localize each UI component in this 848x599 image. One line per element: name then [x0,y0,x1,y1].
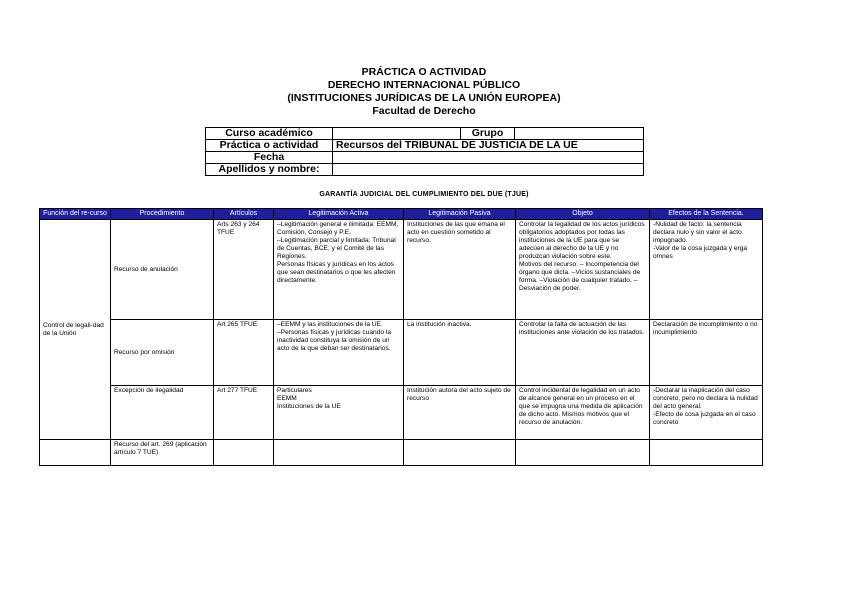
table-row [40,386,763,440]
procedimiento-cell: Recurso por omisión [111,320,214,386]
header-title: PRÁCTICA O ACTIVIDAD [361,66,487,78]
header-legitimacion-activa: Legitimación Activa [274,209,404,220]
activa-cell: –EEMM y las instituciones de la UE. –Personas físicas y jurídicas cuando la inactividad constituya la omisión de un acto de la que deban ser destinatarios. [274,320,404,386]
header-objeto: Objeto [516,209,650,220]
pasiva-cell: Instituciones de las que emana el acto en cuestión sometido al recurso. [404,220,516,320]
pasiva-cell [404,440,516,466]
recursos-table [39,208,763,466]
procedimiento-cell: Recurso de anulación [111,220,214,320]
practica-label: Práctica o actividad [206,140,333,152]
articulos-cell: Art 265 TFUE [214,320,274,386]
procedimiento-cell: Excepción de ilegalidad [111,386,214,440]
document-header [0,66,848,118]
header-faculty: Facultad de Derecho [372,105,476,117]
activa-cell [274,440,404,466]
efectos-cell [650,440,763,466]
header-procedimiento: Procedimiento [111,209,214,220]
efectos-cell: Declaración de incumplimiento o no incumplimiento. [650,320,763,386]
objeto-cell: Controlar la falta de actuación de las instituciones ante violación de los tratados. [516,320,650,386]
table-row [40,220,763,320]
table-header-row [40,209,763,220]
table-row [40,320,763,386]
header-funcion: Función del re-curso [40,209,111,220]
table-subtitle: GARANTÍA JUDICIAL DEL CUMPLIMIENTO DEL DUE (TJUE) [319,191,529,198]
apellidos-label: Apellidos y nombre: [206,164,333,176]
header-subtitle: (INSTITUCIONES JURÍDICAS DE LA UNIÓN EUROPEA) [287,92,561,104]
activa-cell: –Legitimación general e ilimitada: EEMM, Comisión, Consejo y P.E. –Legitimación parcial y limitada: Tribunal de Cuentas, BCE, y el Comité de las Regiones. Personas físicas y jurídicas en los actos que sean destinatarios o que les afecten directamente. [274,220,404,320]
fecha-label: Fecha [206,152,333,164]
objeto-cell: Controlar la legalidad de los actos jurídicos obligatorios adoptados por todas las instituciones de la UE para que se adecúen al derecho de la UE y no produzcan violación sobre este. Motivos del recurso: – Incompetencia del órgano que dicta. –Vicios sustanciales de forma. –Violación de cualquier tratado. – Desviación de poder. [516,220,650,320]
grupo-label: Grupo [461,128,515,140]
pasiva-cell: Institución autora del acto sujeto de recurso [404,386,516,440]
fecha-value[interactable] [333,152,644,164]
header-legitimacion-pasiva: Legitimación Pasiva [404,209,516,220]
pasiva-cell: La institución inactiva. [404,320,516,386]
articulos-cell [214,440,274,466]
header-subject: DERECHO INTERNACIONAL PÚBLICO [327,79,521,91]
table-row [40,440,763,466]
grupo-value[interactable] [515,128,644,140]
objeto-cell [516,440,650,466]
curso-label: Curso académico [206,128,333,140]
procedimiento-cell: Recurso del art. 269 (aplicación artículo 7 TUE) [111,440,214,466]
articulos-cell: Art 277 TFUE [214,386,274,440]
efectos-cell: -Declarar la inaplicación del caso concreto, pero no declara la nulidad del acto general. -Efecto de cosa juzgada en el caso concreto [650,386,763,440]
objeto-cell: Control incidental de legalidad en un acto de alcance general en un proceso en el que se impugna una medida de aplicación de dicho acto. Mismos motivos que el recurso de anulación. [516,386,650,440]
efectos-cell: -Nulidad de facto: la sentencia declara nulo y sin valor el acto impugnado. -Valor de la cosa juzgada y erga omnes [650,220,763,320]
curso-value[interactable] [333,128,461,140]
header-efectos: Efectos de la Sentencia. [650,209,763,220]
activa-cell: Particulares EEMM Instituciones de la UE [274,386,404,440]
apellidos-value[interactable] [333,164,644,176]
practica-value: Recursos del TRIBUNAL DE JUSTICIA DE LA UE [333,140,644,152]
funcion-cell: Control de legali-dad de la Unión [40,220,111,440]
info-table [205,127,644,176]
articulos-cell: Arts 263 y 264 TFUE [214,220,274,320]
funcion-cell-empty [40,440,111,466]
header-articulos: Artículos [214,209,274,220]
